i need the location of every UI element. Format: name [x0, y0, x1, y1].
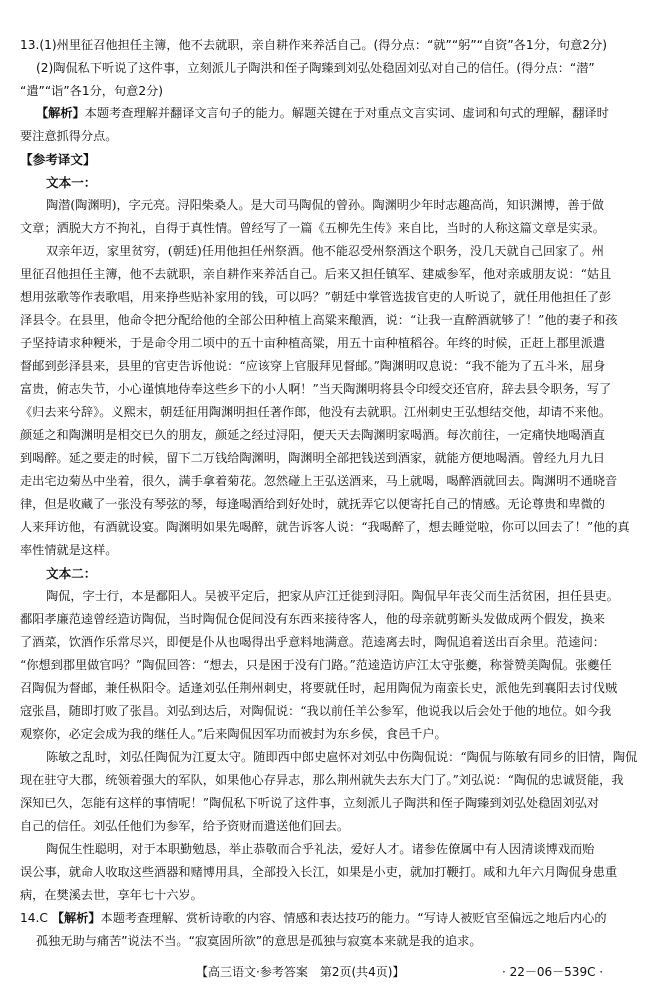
- text1-line: 《归去来兮辞》。义熙末，朝廷征用陶渊明担任著作郎，他没有去就职。江州刺史王弘想结交他，却请不来他。: [20, 405, 612, 419]
- text2-line: 陈敏之乱时，刘弘任陶侃为江夏太守。随即西中郎史扈怀对刘弘中伤陶侃说：“陶侃与陈敏有同乡的旧情，陶侃: [46, 750, 638, 764]
- text2-line: 观察你，必定会成为我的继任人。”后来陶侃因军功而被封为东乡侯，食邑千户。: [20, 727, 447, 741]
- reference-title: 【参考译文】: [20, 152, 96, 167]
- q14-analysis-tag: 【解析】: [51, 911, 101, 925]
- footer-exam-code: · 22－06－539C ·: [502, 965, 604, 979]
- text2-line: 鄱阳孝廉范逵曾经造访陶侃，当时陶侃仓促间没有东西来接待客人，他的母亲就剪断头发做成两个假发，换来: [20, 612, 605, 626]
- text1-line: 律，但是收藏了一张没有琴弦的琴，每逢喝酒给到好处时，就抚弄它以便寄托自己的情感。无论尊贵和卑微的: [20, 497, 605, 511]
- text2-line: 误公事，就命人收取这些酒器和赌博用具，全部投入长江，如果是小吏，就加打鞭打。咸和九年六月陶侃身患重: [20, 865, 618, 879]
- q14-answer: 14.C: [20, 911, 48, 925]
- text2-heading: 文本二：: [46, 566, 97, 581]
- text1-line: 文章；洒脱大方不拘礼，自得于真性情。曾经写了一篇《五柳先生传》来自比，当时的人称这篇文章是实录。: [20, 221, 605, 235]
- text2-line: “你想到郡里做官吗？”陶侃回答：“想去，只是困于没有门路。”范逵造访庐江太守张夔，称誉赞美陶侃。张夔任: [20, 658, 612, 672]
- text1-line: 督邮到彭泽县来，县里的官吏告诉他说：“应该穿上官服拜见督邮。”陶渊明叹息说：“我不能为了五斗米，屈身: [20, 359, 606, 373]
- text2-line: 陶侃生性聪明，对于本职勤勉恳，举止恭敬而合乎礼法，爱好人才。诸参佐僚属中有人因清谈博戏而贻: [46, 842, 595, 856]
- q13-answer-2-cont: “遣”“诣”各1分，句意2分): [20, 84, 164, 98]
- text2-line: 自己的信任。刘弘任他们为参军，给予资财而遣送他们回去。: [20, 819, 350, 833]
- text2-line: 寇张昌，随即打败了张昌。刘弘到达后，对陶侃说：“我以前任羊公参军，他说我以后会处于他的地位。如今我: [20, 704, 612, 718]
- text2-line: 了酒菜，饮酒作乐常尽兴，即便是仆从也喝得出乎意料地满意。范逵离去时，陶侃追着送出百余里。范逵问：: [20, 635, 605, 649]
- text2-line: 病，在樊溪去世，享年七十六岁。: [20, 888, 203, 902]
- text1-line: 富贵，俯志失节，小心谨慎地侍奉这些乡下的小人啊！”当天陶渊明将县令印绶交还官府，辞去县令职务，写了: [20, 382, 612, 396]
- text1-line: 泽县令。在县里，他命令把分配给他的全部公田种植上高粱来酿酒，说：“让我一直醉酒就够了！”他的妻子和孩: [20, 313, 618, 327]
- q14-analysis-cont: 孤独无助与痛苦”说法不当。“寂寞固所欲”的意思是孤独与寂寞本来就是我的追求。: [36, 934, 482, 948]
- q13-answer-1: 13.(1)州里征召他担任主簿，他不去就职，亲自耕作来养活自己。(得分点：“就”“躬”“自资”各1分，句意2分): [20, 38, 608, 52]
- text1-line: 率性情就是这样。: [20, 543, 118, 557]
- q14-analysis: [20, 909, 607, 928]
- text2-line: 深知已久，怎能有这样的事情呢！”陶侃私下听说了这件事，立刻派儿子陶洪和侄子陶臻到刘弘处稳固刘弘对: [20, 796, 600, 810]
- text1-line: 子坚持请求种粳米，于是命令用二顷中的五十亩种植高粱，用五十亩种植稻谷。年终的时候，正赶上郡里派遣: [20, 336, 605, 350]
- q13-analysis-text: 本题考查理解并翻译文言句子的能力。解题关键在于对重点文言实词、虚词和句式的理解，翻译时: [84, 106, 609, 120]
- text1-line: 走出宅边菊丛中坐着，很久，满手拿着菊花。忽然碰上王弘送酒来，马上就喝，喝醉酒就回去。陶渊明不通晓音: [20, 474, 618, 488]
- text1-line: 双亲年迈，家里贫穷，(朝廷)任用他担任州祭酒。他不能忍受州祭酒这个职务，没几天就自己回家了。州: [46, 244, 604, 258]
- text2-line: 陶侃，字士行，本是鄱阳人。吴被平定后，把家从庐江迁徙到浔阳。陶侃早年丧父而生活贫困，担任县吏。: [46, 589, 619, 603]
- text1-line: 到喝醉。延之要走的时候，留下二万钱给陶渊明，陶渊明全部把钱送到酒家，就能方便地喝酒。曾经九月九日: [20, 451, 605, 465]
- q13-answer-2: (2)陶侃私下听说了这件事，立刻派儿子陶洪和侄子陶臻到刘弘处稳固刘弘对自己的信任。(得分点：“潜”: [36, 61, 595, 75]
- q13-analysis-cont: 要注意抓得分点。: [20, 129, 118, 143]
- text1-line: 人来拜访他，有酒就设宴。陶渊明如果先喝醉，就告诉客人说：“我喝醉了，想去睡觉啦，你可以回去了！”他的真: [20, 520, 630, 534]
- text1-heading: 文本一：: [46, 175, 97, 190]
- q13-analysis: [36, 104, 609, 123]
- text2-line: 现在驻守大郡，统领着强大的军队，如果他心存异志，那么荆州就失去东大门了。”刘弘说：“陶侃的忠诚贤能，我: [20, 773, 624, 787]
- q13-analysis-tag: 【解析】: [36, 106, 85, 120]
- text1-line: 里征召他担任主簿，他不去就职，亲自耕作来养活自己。后来又担任镇军、建威参军，他对亲戚朋友说：“姑且: [20, 267, 612, 281]
- q14-analysis-text: 本题考查理解、赏析诗歌的内容、情感和表达技巧的能力。“写诗人被贬官至偏远之地后内心的: [100, 911, 607, 925]
- text1-line: 颜延之和陶渊明是相交已久的朋友，颜延之经过浔阳，便天天去陶渊明家喝酒。每次前往，一定痛快地喝酒直: [20, 428, 605, 442]
- footer-page-info: 【高三语文·参考答案 第2页(共4页)】: [196, 965, 405, 979]
- text2-line: 召陶侃为督邮，兼任枞阳令。适逢刘弘任荆州刺史，将要就任时，起用陶侃为南蛮长史，派他先到襄阳去讨伐贼: [20, 681, 618, 695]
- text1-line: 陶潜(陶渊明)，字元亮。浔阳柴桑人。是大司马陶侃的曾孙。陶渊明少年时志趣高尚，知识渊博，善于做: [46, 198, 604, 212]
- text1-line: 想用弦歌等作表歌唱，用来挣些贴补家用的钱，可以吗？”朝廷中掌管选拔官吏的人听说了，就任用他担任了彭: [20, 290, 612, 304]
